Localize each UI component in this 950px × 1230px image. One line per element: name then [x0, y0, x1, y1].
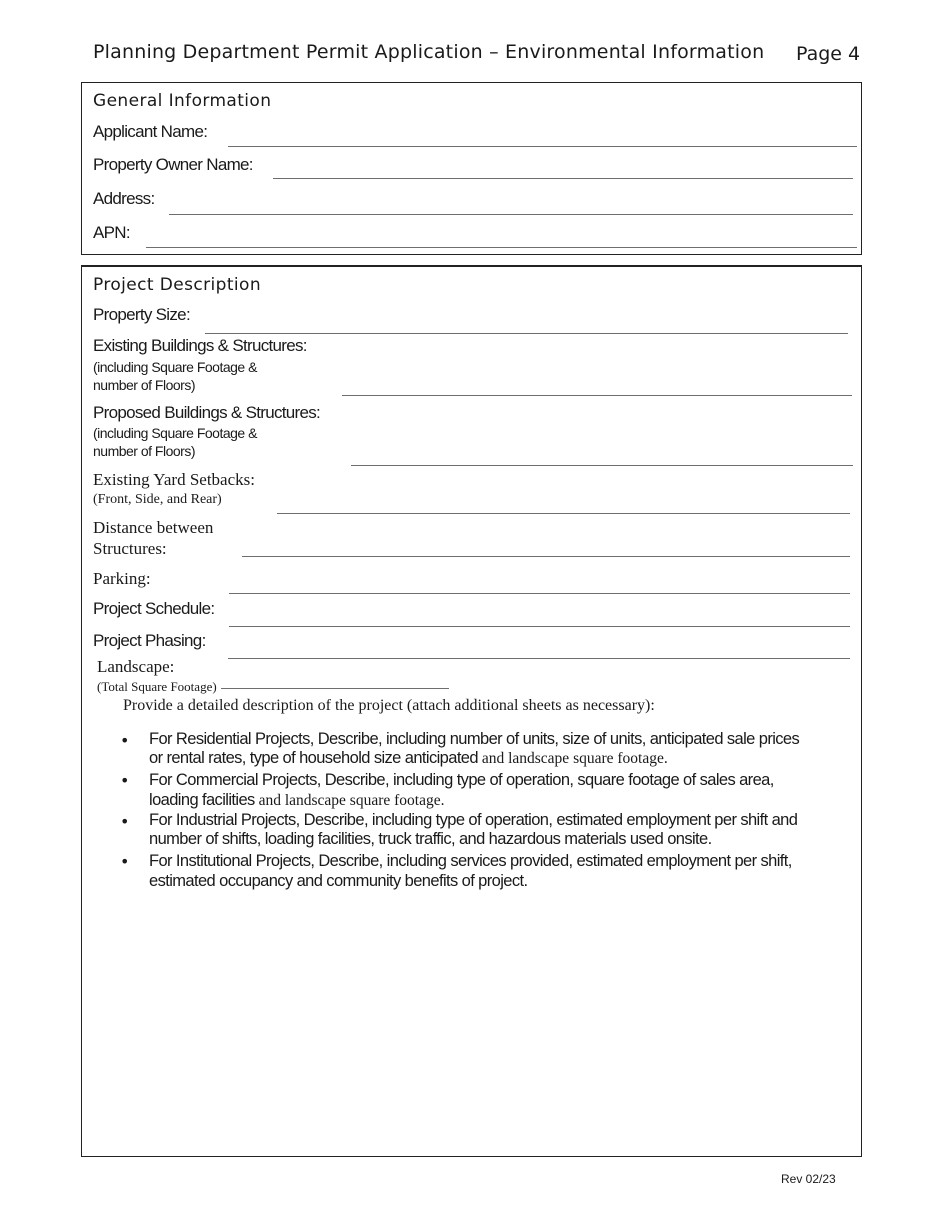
project-description-text-area[interactable]: [90, 900, 852, 1150]
address-label: Address:: [93, 189, 155, 208]
property-size-field[interactable]: [205, 333, 848, 334]
landscape-row: [97, 679, 449, 695]
bullet-industrial: For Industrial Projects, Describe, including type of operation, estimated employment per shift and number of shifts, loading facilities, truck traffic, and hazardous materials used onsite.: [149, 811, 798, 848]
bullet-commercial: For Commercial Projects, Describe, including type of operation, square footage of sales area, loading facilities and landscape square footage.: [149, 771, 774, 809]
landscape-field[interactable]: [221, 688, 449, 689]
applicant-name-field[interactable]: [228, 146, 857, 147]
apn-label: APN:: [93, 223, 130, 242]
bullet-marker: •: [120, 812, 130, 831]
bullet-institutional: For Institutional Projects, Describe, including services provided, estimated employment per shift, estimated occupancy and community benefits of project.: [149, 852, 792, 890]
existing-buildings-field[interactable]: [342, 395, 852, 396]
revision-label: Rev 02/23: [781, 1172, 836, 1186]
general-information-title: General Information: [93, 91, 272, 111]
page-number: Page 4: [796, 43, 861, 65]
yard-setbacks-field[interactable]: [277, 513, 850, 514]
property-owner-name-field[interactable]: [273, 178, 853, 179]
proposed-buildings-note: (including Square Footage & number of Floors): [93, 425, 257, 459]
bullet-residential: For Residential Projects, Describe, including number of units, size of units, anticipated sale prices or rental rates, type of household size anticipated and landscape square footage.: [149, 730, 800, 767]
project-phasing-label: Project Phasing:: [93, 631, 206, 650]
landscape-note: (Total Square Footage): [97, 679, 217, 694]
distance-between-field[interactable]: [242, 556, 850, 557]
distance-between-label-line2: Structures:: [93, 539, 167, 558]
property-owner-name-label: Property Owner Name:: [93, 155, 253, 174]
page-title: Planning Department Permit Application – Environmental Information: [93, 41, 765, 63]
proposed-buildings-label: Proposed Buildings & Structures:: [93, 403, 321, 422]
proposed-buildings-field[interactable]: [351, 465, 853, 466]
applicant-name-label: Applicant Name:: [93, 122, 208, 141]
address-field[interactable]: [169, 214, 853, 215]
project-phasing-field[interactable]: [228, 658, 850, 659]
parking-field[interactable]: [229, 593, 850, 594]
project-description-title: Project Description: [93, 275, 261, 295]
existing-buildings-note: (including Square Footage & number of Floors): [93, 359, 257, 393]
existing-buildings-label: Existing Buildings & Structures:: [93, 336, 307, 355]
project-schedule-field[interactable]: [229, 626, 850, 627]
bullet-marker: •: [120, 731, 130, 750]
bullet-marker: •: [120, 852, 130, 871]
project-schedule-label: Project Schedule:: [93, 599, 215, 618]
yard-setbacks-note: (Front, Side, and Rear): [93, 492, 222, 507]
bullet-marker: •: [120, 771, 130, 790]
parking-label: Parking:: [93, 569, 151, 588]
landscape-label: Landscape:: [97, 657, 175, 676]
apn-field[interactable]: [146, 247, 857, 248]
distance-between-label-line1: Distance between: [93, 518, 214, 537]
property-size-label: Property Size:: [93, 305, 190, 324]
description-instructions: Provide a detailed description of the project (attach additional sheets as necessary):: [123, 697, 655, 714]
yard-setbacks-label: Existing Yard Setbacks:: [93, 470, 255, 489]
